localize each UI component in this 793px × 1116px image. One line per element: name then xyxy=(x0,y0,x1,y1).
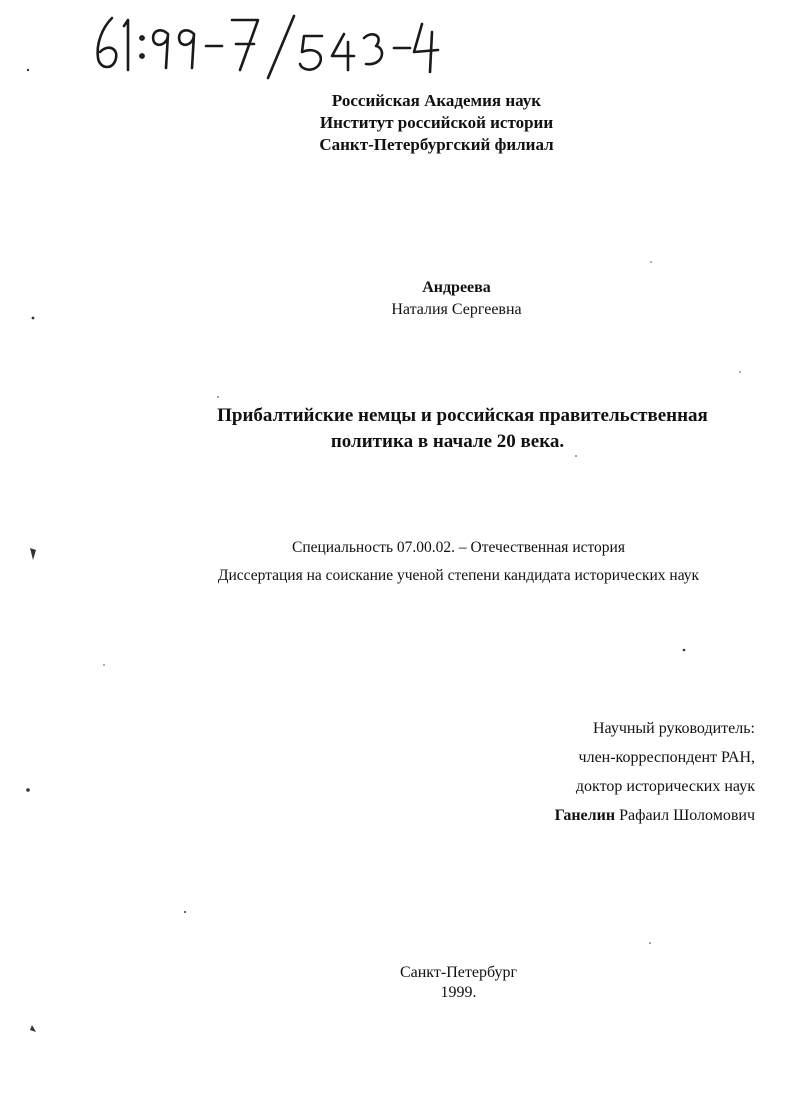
advisor-rank-1: член-корреспондент РАН, xyxy=(578,749,755,766)
institution-block xyxy=(40,90,793,156)
institution-branch: Санкт-Петербургский филиал xyxy=(319,135,554,154)
advisor-surname: Ганелин xyxy=(554,807,616,824)
institution-institute: Институт российской истории xyxy=(319,113,554,132)
place-and-year xyxy=(62,963,793,1003)
handwritten-archive-mark xyxy=(88,12,448,82)
author-given-names: Наталия Сергеевна xyxy=(391,301,522,318)
advisor-label: Научный руководитель: xyxy=(592,720,755,737)
institution-academy: Российская Академия наук xyxy=(331,91,542,110)
advisor-rank-2: доктор исторических наук xyxy=(575,778,755,795)
place-city: Санкт-Петербург xyxy=(399,964,518,981)
author-surname: Андреева xyxy=(422,279,491,296)
advisor-block xyxy=(555,714,755,830)
degree-line: Диссертация на соискание ученой степени кандидата исторических наук xyxy=(217,567,700,584)
advisor-name xyxy=(555,801,755,830)
advisor-given-names: Рафаил Шоломович xyxy=(615,807,755,824)
title-line-1: Прибалтийские немцы и российская правительственная xyxy=(217,405,708,426)
title-line-2: политика в начале 20 века. xyxy=(330,431,565,452)
dissertation-title xyxy=(66,403,793,455)
specialty-line: Специальность 07.00.02. – Отечественная история xyxy=(291,539,625,556)
author-block xyxy=(60,277,793,321)
place-year: 1999. xyxy=(440,984,477,1001)
